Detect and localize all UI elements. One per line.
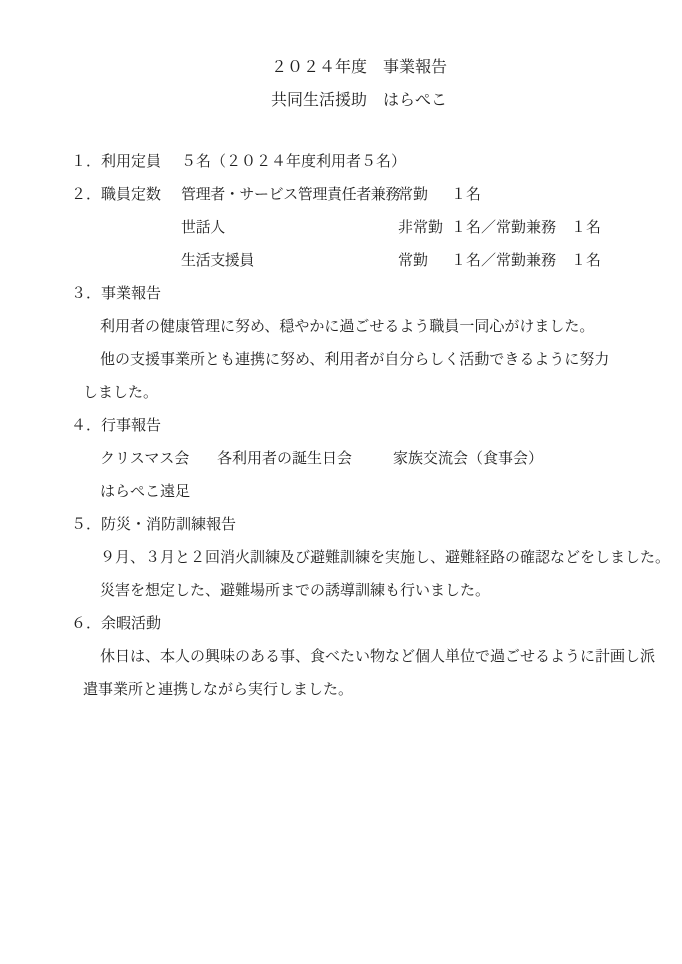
spacer [0,117,682,146]
event-item: 家族交流会（食事会） [393,451,544,467]
staff-employment-type: 常勤 [398,187,429,203]
staff-count: １名／常勤兼務 １名 [451,220,602,236]
staff-employment-type: 常勤 [398,253,429,269]
drill-report-heading: ５．防災・消防訓練報告 [71,517,237,533]
staff-row [0,212,682,245]
capacity-value: ５名（２０２４年度利用者５名） [181,154,407,170]
staffing-label: ２．職員定数 [71,187,162,203]
document-subtitle: 共同生活援助 はらぺこ [270,92,447,109]
leisure-heading: ６．余暇活動 [71,616,162,632]
events-list [0,443,682,476]
capacity-label: １．利用定員 [71,154,162,170]
leisure-text: 休日は、本人の興味のある事、食べたい物など個人単位で過ごせるように計画し派 [100,649,656,665]
drill-report-text: ９月、３月と２回消火訓練及び避難訓練を実施し、避難経路の確認などをしました。 [100,550,671,566]
event-item: はらぺこ遠足 [100,484,191,500]
event-item: クリスマス会 [100,451,190,467]
business-report-text: 利用者の健康管理に努め、穏やかに過ごせるよう職員一同心がけました。 [100,319,595,335]
capacity-row [0,146,682,179]
staff-count: １名 [451,187,482,203]
staff-role: 管理者・サービス管理責任者兼務 [181,187,401,203]
staff-employment-type: 非常勤 [398,220,444,236]
event-item: 各利用者の誕生日会 [217,451,353,467]
document-title: ２０２４年度 事業報告 [270,59,447,76]
staff-role: 生活支援員 [181,253,255,269]
events-report-heading: ４．行事報告 [71,418,162,434]
staff-count: １名／常勤兼務 １名 [451,253,602,269]
business-report-text: 他の支援事業所とも連携に努め、利用者が自分らしく活動できるように努力 [100,352,610,368]
leisure-text: 遣事業所と連携しながら実行しました。 [83,682,354,698]
staff-row [0,245,682,278]
staffing-row [0,179,682,212]
staff-role: 世話人 [181,220,225,236]
drill-report-text: 災害を想定した、避難場所までの誘導訓練も行いました。 [100,583,491,599]
business-report-text: しました。 [83,385,159,401]
business-report-heading: ３．事業報告 [71,286,162,302]
